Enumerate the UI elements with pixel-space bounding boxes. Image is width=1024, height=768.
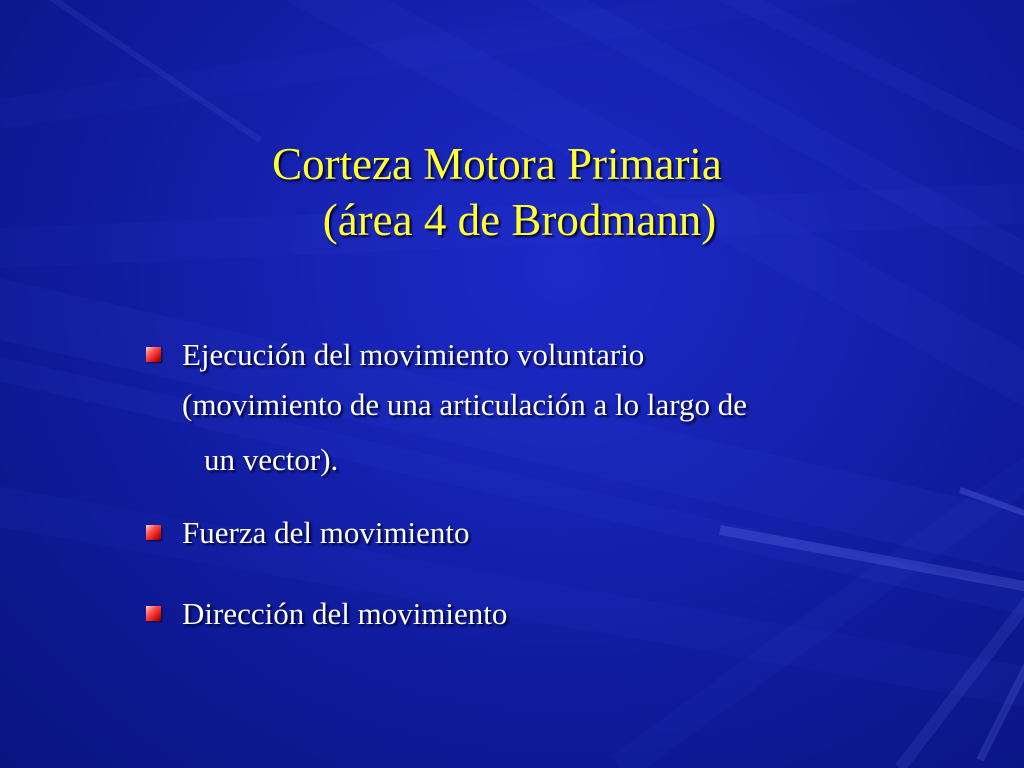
slide-title-line-2: (área 4 de Brodmann) <box>322 195 717 245</box>
bullet-marker-icon <box>146 347 161 362</box>
bullet-3-line-1: Dirección del movimiento <box>182 596 508 631</box>
bullet-item-2 <box>146 508 470 558</box>
bullet-1-line-1: Ejecución del movimiento voluntario <box>182 337 645 372</box>
bullet-1-line-2: (movimiento de una articulación a lo largo de <box>182 387 747 422</box>
bullet-item-3 <box>146 589 507 639</box>
bullet-2-line-1: Fuerza del movimiento <box>182 515 470 550</box>
slide-title-line-1: Corteza Motora Primaria <box>272 139 722 189</box>
bullet-1-line-3: un vector). <box>204 442 339 477</box>
bullet-item-1 <box>146 330 747 490</box>
bullet-marker-icon <box>146 606 161 621</box>
bullet-marker-icon <box>146 525 161 540</box>
